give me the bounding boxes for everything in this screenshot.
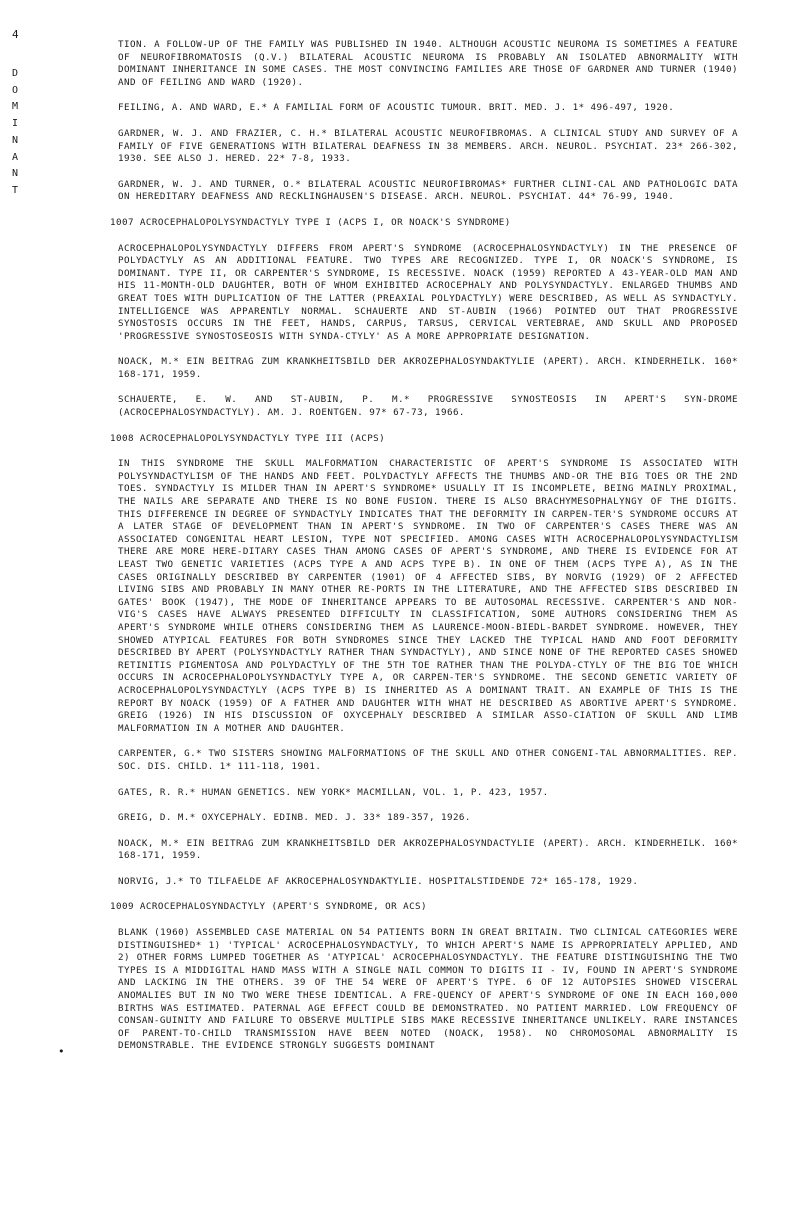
document-body xyxy=(110,39,738,1053)
body-paragraph: IN THIS SYNDROME THE SKULL MALFORMATION CHARACTERISTIC OF APERT'S SYNDROME IS ASSOCIATED WITH POLYSYNDACTYLISM OF THE HANDS AND FEET. POLYDACTYLY AFFECTS THE THUMBS AND-OR THE BIG TOES OR THE 2ND TOES. SYNDACTYLY IS MILDER THAN IN APERT'S SYNDROME* USUALLY IT IS INCOMPLETE, BEING MAINLY PROXIMAL, THE NAILS ARE SEPARATE AND THERE IS NO BONE FUSION. THERE IS ALSO BRACHYMESOPHALYNGY OF THE DIGITS. THIS DIFFERENCE IN DEGREE OF SYNDACTYLY INDICATES THAT THE DEFORMITY IN CARPEN-TER'S SYNDROME OCCURS AT A LATER STAGE OF DEVELOPMENT THAN IN APERT'S SYNDROME. IN TWO OF CARPENTER'S CASES THERE WAS AN ASSOCIATED CONGENITAL HEART LESION, TYPE NOT SPECIFIED. AMONG CASES WITH ACROCEPHALOPOLYSYNDACTYLISM THERE ARE MORE HERE-DITARY CASES THAN AMONG CASES OF APERT'S SYNDROME, AND THERE IS EVIDENCE FOR AT LEAST TWO GENETIC VARIETIES (ACPS TYPE A AND ACPS TYPE B). IN ONE OF THEM (ACPS TYPE A), AS IN THE CASES ORIGINALLY DESCRIBED BY CARPENTER (1901) OF 4 AFFECTED SIBS, BY NORVIG (1929) OF 2 AFFECTED LIVING SIBS AND PROBABLY IN MANY OTHER RE-PORTS IN THE LITERATURE, AND THE AFFECTED SIBS DESCRIBED IN GATES' BOOK (1947), THE MODE OF INHERITANCE APPEARS TO BE AUTOSOMAL RECESSIVE. CARPENTER'S AND NOR-VIG'S CASES HAVE ALWAYS PRESENTED DIFFICULTY IN CLASSIFICATION, SOME AUTHORS CONSIDERING THEM AS APERT'S SYNDROME WHILE OTHERS CONSIDERING THEM AS LAURENCE-MOON-BIEDL-BARDET SYNDROME. HOWEVER, THEY SHOWED ATYPICAL FEATURES FOR BOTH SYNDROMES SINCE THEY LACKED THE TYPICAL HAND AND FOOT DEFORMITY DESCRIBED BY APERT (POLYSYNDACTYLY RATHER THAN SYNDACTYLY), AND SINCE NONE OF THE REPORTED CASES SHOWED RETINITIS PIGMENTOSA AND POLYDACTYLY OF THE 5TH TOE RATHER THAN THE POLYDA-CTYLY OF THE BIG TOE WHICH OCCURS IN ACROCEPHALOPOLYSYNDACTYLY TYPE A, OR CARPEN-TER'S SYNDROME. THE SECOND GENETIC VARIETY OF ACROCEPHALOPOLYSYNDACTYLY (ACPS TYPE B) IS INHERITED AS A DOMINANT TRAIT. AN EXAMPLE OF THIS IS THE REPORT BY NOACK (1959) OF A FATHER AND DAUGHTER WITH WHAT HE DESCRIBED AS ABORTIVE APERT'S SYNDROME. GREIG (1926) IN HIS DISCUSSION OF OXYCEPHALY DESCRIBED A SIMILAR ASSO-CIATION OF SKULL AND LIMB MALFORMATION IN A MOTHER AND DAUGHTER. xyxy=(118,458,738,734)
entry-heading: 1009 ACROCEPHALOSYNDACTYLY (APERT'S SYNDROME, OR ACS) xyxy=(110,901,428,913)
margin-label xyxy=(9,66,21,200)
reference: GARDNER, W. J. AND FRAZIER, C. H.* BILATERAL ACOUSTIC NEUROFIBROMAS. A CLINICAL STUDY AND SURVEY OF A FAMILY OF FIVE GENERATIONS WITH BILATERAL DEAFNESS IN 38 MEMBERS. ARCH. NEUROL. PSYCHIAT. 23* 266-302, 1930. SEE ALSO J. HERED. 22* 7-8, 1933. xyxy=(118,127,738,165)
body-paragraph: BLANK (1960) ASSEMBLED CASE MATERIAL ON 54 PATIENTS BORN IN GREAT BRITAIN. TWO CLINICAL CATEGORIES WERE DISTINGUISHED* 1) 'TYPICAL' ACROCEPHALOSYNDACTYLY, TO WHICH APERT'S NAME IS APPROPRIATELY APPLIED, AND 2) OTHER FORMS LUMPED TOGETHER AS 'ATYPICAL' ACROCEPHALOSYNDACTYLY. THE FEATURE DISTINGUISHING THE TWO TYPES IS A MIDDIGITAL HAND MASS WITH A SINGLE NAIL COMMON TO DIGITS II - IV, FOUND IN APERT'S SYNDROME AND LACKING IN THE OTHERS. 39 OF THE 54 WERE OF APERT'S TYPE. 6 OF 12 AUTOPSIES SHOWED VISCERAL ANOMALIES BUT IN NO TWO WERE THESE IDENTICAL. A FRE-QUENCY OF APERT'S SYNDROME OF ONE IN EACH 160,000 BIRTHS WAS ESTIMATED. PATERNAL AGE EFFECT COULD BE DEMONSTRATED. NO PATIENT MARRIED. LOW FREQUENCY OF CONSAN-GUINITY AND FAILURE TO OBSERVE MULTIPLE SIBS MAKE RECESSIVE INHERITANCE UNLIKELY. RARE INSTANCES OF PARENT-TO-CHILD TRANSMISSION HAVE BEEN NOTED (NOACK, 1958). NO CHROMOSOMAL ABNORMALITY IS DEMONSTRABLE. THE EVIDENCE STRONGLY SUGGESTS DOMINANT xyxy=(118,927,738,1052)
margin-letter: N xyxy=(11,168,19,180)
reference: GATES, R. R.* HUMAN GENETICS. NEW YORK* MACMILLAN, VOL. 1, P. 423, 1957. xyxy=(118,786,549,798)
reference: NOACK, M.* EIN BEITRAG ZUM KRANKHEITSBILD DER AKROZEPHALOSYNDAKTYLIE (APERT). ARCH. KINDERHEILK. 160* 168-171, 1959. xyxy=(118,356,738,380)
entry-heading: 1008 ACROCEPHALOPOLYSYNDACTYLY TYPE III (ACPS) xyxy=(110,432,386,444)
reference: GARDNER, W. J. AND TURNER, O.* BILATERAL ACOUSTIC NEUROFIBROMAS* FURTHER CLINI-CAL AND PATHOLOGIC DATA ON HEREDITARY DEAFNESS AND RECKLINGHAUSEN'S DISEASE. ARCH. NEUROL. PSYCHIAT. 44* 76-99, 1940. xyxy=(118,178,738,203)
page-number: 4 xyxy=(12,28,19,41)
margin-letter: N xyxy=(11,134,19,146)
margin-letter: M xyxy=(11,101,19,113)
margin-letter: A xyxy=(11,151,19,163)
reference: NORVIG, J.* TO TILFAELDE AF AKROCEPHALOSYNDAKTYLIE. HOSPITALSTIDENDE 72* 165-178, 1929. xyxy=(118,875,639,887)
margin-letter: D xyxy=(11,68,19,79)
margin-letter: T xyxy=(11,184,19,196)
reference: SCHAUERTE, E. W. AND ST-AUBIN, P. M.* PROGRESSIVE SYNOSTEOSIS IN APERT'S SYN-DROME (ACROCEPHALOSYNDACTYLY). AM. J. ROENTGEN. 97* 67-73, 1966. xyxy=(118,394,738,419)
reference: NOACK, M.* EIN BEITRAG ZUM KRANKHEITSBILD DER AKROZEPHALOSYNDACTYLIE (APERT). ARCH. KINDERHEILK. 160* 168-171, 1959. xyxy=(118,837,738,862)
margin-letter: I xyxy=(11,118,19,130)
body-paragraph: ACROCEPHALOPOLYSYNDACTYLY DIFFERS FROM APERT'S SYNDROME (ACROCEPHALOSYNDACTYLY) IN THE PRESENCE OF POLYDACTYLY AS AN ADDITIONAL FEATURE. TWO TYPES ARE RECOGNIZED. TYPE I, OR NOACK'S SYNDROME, IS DOMINANT. TYPE II, OR CARPENTER'S SYNDROME, IS RECESSIVE. NOACK (1959) REPORTED A 43-YEAR-OLD MAN AND HIS 11-MONTH-OLD DAUGHTER, BOTH OF WHOM EXHIBITED ACROCEPHALY AND POLYSYNDACTYLY. ENLARGED THUMBS AND GREAT TOES WITH DUPLICATION OF THE LATTER (PREAXIAL POLYDACTYLY) WERE DESCRIBED, AS WELL AS SYNDACTYLY. INTELLIGENCE WAS APPARENTLY NORMAL. SCHAUERTE AND ST-AUBIN (1966) POINTED OUT THAT PROGRESSIVE SYNOSTOSIS OCCURS IN THE FEET, HANDS, CARPUS, TARSUS, CERVICAL VERTEBRAE, AND SKULL AND PROPOSED 'PROGRESSIVE SYNOSTOSEOSIS WITH SYNDA-CTYLY' AS A MORE APPROPRIATE DESIGNATION. xyxy=(118,242,738,342)
entry-heading: 1007 ACROCEPHALOPOLYSYNDACTYLY TYPE I (ACPS I, OR NOACK'S SYNDROME) xyxy=(110,216,511,228)
reference: GREIG, D. M.* OXYCEPHALY. EDINB. MED. J. 33* 189-357, 1926. xyxy=(118,812,471,824)
reference: CARPENTER, G.* TWO SISTERS SHOWING MALFORMATIONS OF THE SKULL AND OTHER CONGENI-TAL ABNORMALITIES. REP. SOC. DIS. CHILD. 1* 111-118, 1901. xyxy=(118,748,738,772)
body-paragraph: TION. A FOLLOW-UP OF THE FAMILY WAS PUBLISHED IN 1940. ALTHOUGH ACOUSTIC NEUROMA IS SOMETIMES A FEATURE OF NEUROFIBROMATOSIS (Q.V.) BILATERAL ACOUSTIC NEUROMA IS PROBABLY AN ISOLATED ABNORMALITY WITH DOMINANT INHERITANCE IN SOME CASES. THE MOST CONVINCING FAMILIES ARE THOSE OF GARDNER AND TURNER (1940) AND OF FEILING AND WARD (1920). xyxy=(118,39,738,88)
margin-letter: O xyxy=(11,84,19,96)
reference: FEILING, A. AND WARD, E.* A FAMILIAL FORM OF ACOUSTIC TUMOUR. BRIT. MED. J. 1* 496-497, 1920. xyxy=(118,102,675,114)
entry-bullet: • xyxy=(58,1045,65,1058)
